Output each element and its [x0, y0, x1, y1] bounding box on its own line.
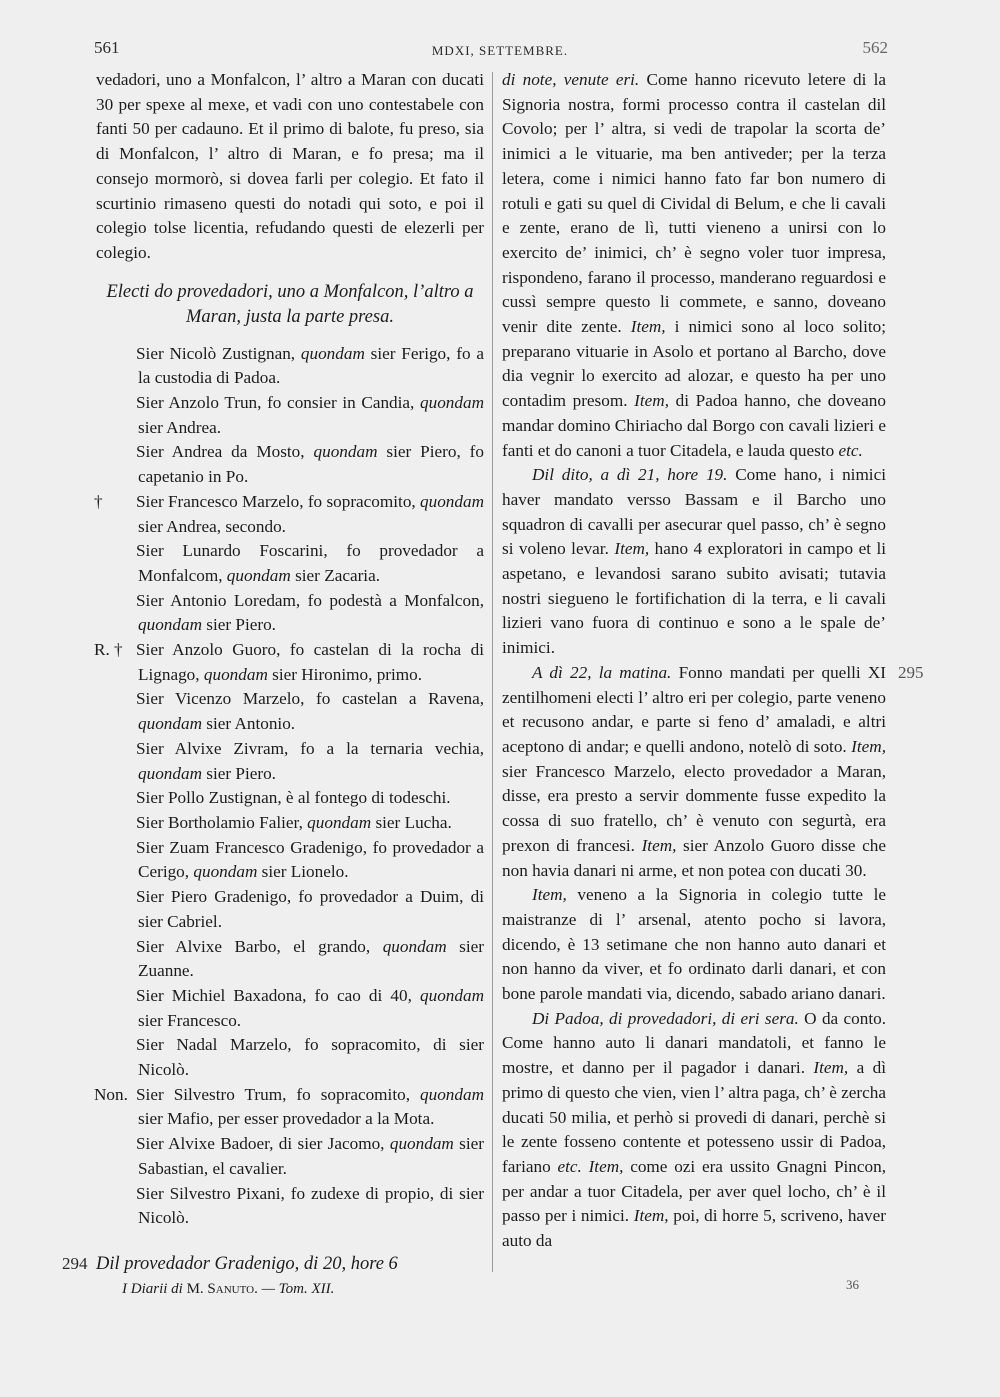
paragraph-1: di note, venute eri. Come hanno ricevuto letere di la Signoria nostra, formi processo contra il castelan dil Covolo; per l’ altra, si vedi de trapolar la scorta de’ inimici a le vituarie, ma ben antiveder; per la terza letera, come i nimici hanno fato far bon numero di rotuli e gati su quel di Cividal di Belum, e che li cavali e zente, erano de lì, tutti vieneno a unirsi con lo exercito de’ inimici, ch’ è segno voler tuor impresa, rispondeno, farano il processo, manderano reguardosi e cussì sempre questo li commete, e sanno, doveano venir dite zente. Item, i nimici sono al loco solito; preparano vituarie in Asolo et portano al Barcho, dove dia vegnir lo exercito ad alozar, e questo ha per uno contadim presom. Item, di Padoa hanno, che doveano mandar domino Chiriacho dal Borgo con cavali lizieri e fanti et do canoni a tuor Citadela, e lauda questo etc.: [502, 70, 886, 460]
entry-item: Sier Alvixe Barbo, el grando, quondam sier Zuanne.: [136, 936, 484, 981]
entry-mark: †: [94, 491, 103, 511]
entry-item: † Sier Francesco Marzelo, fo sopracomito, quondam sier Andrea, secondo.: [94, 491, 484, 536]
right-column: [502, 68, 886, 1254]
entry-item: Sier Piero Gradenigo, fo provedador a Duim, di sier Cabriel.: [136, 887, 484, 931]
paragraph-5: Di Padoa, di provedadori, di eri sera. O da conto. Come hanno auto li danari mandatoli, et fanno le mostre, et danno per il pagador i danari. Item, a dì primo di questo che vien, vien l’ altra paga, ch’ è zercha ducati 50 milia, et perhò si provedi di danari, perchè si le zente fosseno contente et potesseno ussir di Padoa, fariano etc. Item, come ozi era ussito Gnagni Pincon, per andar a tuor Citadela, per aver quel locho, ch’ è il passo per i nimici. Item, poi, di horre 5, scriveno, haver auto da: [502, 1008, 887, 1251]
entry-item: Sier Lunardo Foscarini, fo provedador a Monfalcom, quondam sier Zacaria.: [136, 541, 484, 585]
bottom-heading: Dil provedador Gradenigo, di 20, hore 6: [96, 1254, 398, 1274]
intro-paragraph: vedadori, uno a Monfalcon, l’ altro a Maran con ducati 30 per spexe al mexe, et vadi con uno contestabele con fanti 50 per cadauno. Et il primo di balote, fu preso, sia di Monfalcon, l’ altro di Maran, e fo presa; ma il consejo mormorò, si dovea farli per colegio. Et fato il scurtinio rimaseno questi do notadi qui soto, e poi il colegio tolse licentia, refudando questi de elezerli per colegio.: [96, 70, 484, 262]
entry-item: Sier Silvestro Pixani, fo zudexe di propio, di sier Nicolò.: [136, 1183, 484, 1228]
margin-number-right: 295: [898, 663, 924, 682]
entry-item: Sier Michiel Baxadona, fo cao di 40, quondam sier Francesco.: [136, 985, 484, 1030]
entry-item: Sier Nicolò Zustignan, quondam sier Ferigo, fo a la custodia di Padoa.: [136, 343, 484, 388]
column-divider: [492, 72, 493, 1272]
paragraph-4: Item, veneno a la Signoria in colegio tutte le maistranze di l’ arsenal, atento pocho si lavora, dicendo, è 13 setimane che non hanno auto danari et non hanno da viver, et fo ordinato darli danari, et con bone parole mandati via, dicendo, sabado ariano danari.: [502, 885, 886, 1004]
entry-item: Sier Bortholamio Falier, quondam sier Lucha.: [136, 812, 452, 832]
entry-mark: Non.: [94, 1084, 128, 1104]
entry-item: Sier Alvixe Badoer, di sier Jacomo, quondam sier Sabastian, el cavalier.: [136, 1134, 484, 1178]
entry-item: Sier Antonio Loredam, fo podestà a Monfalcon, quondam sier Piero.: [136, 590, 484, 635]
left-column: [96, 68, 484, 1231]
paragraph-2: Dil dito, a dì 21, hore 19. Come hano, i nimici haver mandato versso Bassam e il Barcho uno squadron di cavalli per asecurar quel passo, ch’ è segno si voleno levar. Item, hano 4 exploratori in campo et li aspetano, e levandosi sarano subito avisati; tutavia nostri siegueno le fortifichation di la terra, e li cavali lizieri vano fuora di continuo e sono a le spale de’ inimici.: [502, 465, 886, 658]
entry-item: Sier Vicenzo Marzelo, fo castelan a Ravena, quondam sier Antonio.: [136, 689, 484, 734]
entry-item: Sier Zuam Francesco Gradenigo, fo provedador a Cerigo, quondam sier Lionelo.: [136, 837, 484, 882]
margin-number-left: 294: [62, 1254, 88, 1273]
entry-item: Sier Andrea da Mosto, quondam sier Piero, fo capetanio in Po.: [136, 442, 484, 487]
page-number-right: 562: [862, 38, 888, 57]
page-number-left: 561: [94, 38, 120, 57]
entries-list: [96, 342, 484, 1231]
entry-item: Non. Sier Silvestro Trum, fo sopracomito, quondam sier Mafio, per esser provedador a la Mota.: [94, 1084, 484, 1129]
entry-item: Sier Pollo Zustignan, è al fontego di todeschi.: [136, 788, 451, 808]
paragraph-3: A dì 22, la matina. Fonno mandati per quelli XI zentilhomeni electi l’ altro eri per colegio, parte veneno et recusono andar, e parte si feno d’ amaladi, e altri aceptono di andar; e quelli andono, notelò di soto. Item, sier Francesco Marzelo, electo provedador a Maran, disse, era presto a servir dommente fusse expedito la cossa di suo fratello, ch’ è venuto con segurtà, era prexon di francesi. Item, sier Anzolo Guoro disse che non havia danari ni arme, et non potea con ducati 30.: [502, 662, 887, 880]
entry-item: Sier Alvixe Zivram, fo a la ternaria vechia, quondam sier Piero.: [136, 738, 484, 783]
sheet-number: 36: [846, 1277, 859, 1292]
entry-item: Sier Nadal Marzelo, fo sopracomito, di sier Nicolò.: [136, 1035, 484, 1080]
running-title: MDXI, SETTEMBRE.: [431, 43, 569, 58]
footer-signature: I Diarii di M. Sanuto. — Tom. XII.: [122, 1281, 335, 1297]
entry-item: Sier Anzolo Trun, fo consier in Candia, quondam sier Andrea.: [136, 393, 484, 437]
entry-item: R. † Sier Anzolo Guoro, fo castelan di la rocha di Lignago, quondam sier Hironimo, primo.: [94, 640, 484, 684]
entry-mark: R. †: [94, 640, 123, 660]
section-heading: Electi do provedadori, uno a Monfalcon, l’altro a Maran, justa la parte presa.: [106, 281, 474, 327]
